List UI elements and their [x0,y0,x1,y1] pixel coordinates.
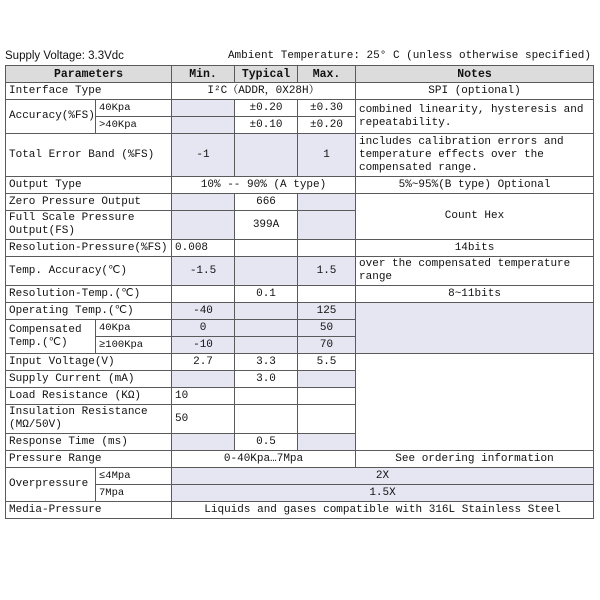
param-label: Interface Type [6,83,172,100]
response-typ: 0.5 [235,434,298,451]
res-pressure-note: 14bits [356,240,594,257]
param-label: Accuracy(%FS) [6,100,96,134]
operating-notes-blank [356,303,594,354]
param-label: Media-Pressure [6,502,172,519]
res-temp-note: 8~11bits [356,286,594,303]
param-label: Input Voltage(V) [6,354,172,371]
table-row [6,240,594,257]
compensated-max-1: 50 [298,320,356,337]
zero-typ: 666 [235,194,298,211]
table-row [6,83,594,100]
res-temp-max [298,286,356,303]
load-resistance-typ [235,388,298,405]
supply-current-min [172,371,235,388]
header-parameters: Parameters [6,66,172,83]
output-type-note: 5%~95%(B type) Optional [356,177,594,194]
supply-current-typ: 3.0 [235,371,298,388]
overpressure-sub-1: ≤4Mpa [96,468,172,485]
accuracy-max-1: ±0.30 [298,100,356,117]
insulation-min: 50 [172,405,235,434]
accuracy-typ-2: ±0.10 [235,117,298,134]
header-min: Min. [172,66,235,83]
table-row [6,303,594,320]
res-pressure-typ [235,240,298,257]
header-notes: Notes [356,66,594,83]
insulation-typ [235,405,298,434]
compensated-min-1: 0 [172,320,235,337]
table-row [6,177,594,194]
accuracy-note: combined linearity, hysteresis and repeatability. [356,100,594,134]
param-label: Temp. Accuracy(℃) [6,257,172,286]
header-typical: Typical [235,66,298,83]
output-type-range: 10% -- 90% (A type) [172,177,356,194]
res-pressure-max [298,240,356,257]
param-label: Resolution-Temp.(℃) [6,286,172,303]
temp-accuracy-min: -1.5 [172,257,235,286]
compensated-max-2: 70 [298,337,356,354]
full-scale-typ: 399A [235,211,298,240]
accuracy-typ-1: ±0.20 [235,100,298,117]
table-row [6,451,594,468]
accuracy-sub-1: 40Kpa [96,100,172,117]
input-voltage-typ: 3.3 [235,354,298,371]
pressure-range-note: See ordering information [356,451,594,468]
table-row [6,468,594,485]
param-label: Operating Temp.(℃) [6,303,172,320]
table-row [6,134,594,177]
total-error-min: -1 [172,134,235,177]
param-label: Overpressure [6,468,96,502]
table-row [6,257,594,286]
param-label: Resolution-Pressure(%FS) [6,240,172,257]
param-label: Output Type [6,177,172,194]
table-row [6,194,594,211]
compensated-min-2: -10 [172,337,235,354]
response-min [172,434,235,451]
param-label: Load Resistance (KΩ) [6,388,172,405]
compensated-sub-1: 40Kpa [96,320,172,337]
load-resistance-max [298,388,356,405]
overpressure-value-2: 1.5X [172,485,594,502]
compensated-typ-2 [235,337,298,354]
full-scale-min [172,211,235,240]
caption [5,48,595,65]
media-value: Liquids and gases compatible with 316L Stainless Steel [172,502,594,519]
spec-table [5,65,594,519]
ambient-temperature-caption: Ambient Temperature: 25° C (unless otherwise specified) [227,50,591,62]
total-error-typ [235,134,298,177]
input-voltage-min: 2.7 [172,354,235,371]
response-max [298,434,356,451]
param-label: Full Scale Pressure Output(FS) [6,211,172,240]
count-note: Count Hex [356,194,594,240]
table-row [6,286,594,303]
res-temp-min [172,286,235,303]
operating-max: 125 [298,303,356,320]
res-pressure-min: 0.008 [172,240,235,257]
supply-current-max [298,371,356,388]
table-row [6,100,594,117]
operating-typ [235,303,298,320]
accuracy-min-2 [172,117,235,134]
pressure-range-value: 0-40Kpa…7Mpa [172,451,356,468]
electrical-notes-blank [356,354,594,451]
accuracy-min-1 [172,100,235,117]
header-row [6,66,594,83]
temp-accuracy-note: over the compensated temperature range [356,257,594,286]
table-row [6,354,594,371]
interface-note: SPI (optional) [356,83,594,100]
zero-min [172,194,235,211]
supply-voltage-caption: Supply Voltage: 3.3Vdc [5,50,124,62]
param-label: Response Time (ms) [6,434,172,451]
zero-max [298,194,356,211]
operating-min: -40 [172,303,235,320]
full-scale-max [298,211,356,240]
param-label: Total Error Band (%FS) [6,134,172,177]
header-max: Max. [298,66,356,83]
table-row [6,502,594,519]
insulation-max [298,405,356,434]
param-label: Supply Current (mA) [6,371,172,388]
accuracy-max-2: ±0.20 [298,117,356,134]
overpressure-sub-2: 7Mpa [96,485,172,502]
param-label: Insulation Resistance (MΩ/50V) [6,405,172,434]
interface-i2c: I²C（ADDR，0X28H） [172,83,356,100]
res-temp-typ: 0.1 [235,286,298,303]
input-voltage-max: 5.5 [298,354,356,371]
param-label: Compensated Temp.(℃) [6,320,96,354]
total-error-note: includes calibration errors and temperature effects over the compensated range. [356,134,594,177]
total-error-max: 1 [298,134,356,177]
overpressure-value-1: 2X [172,468,594,485]
param-label: Pressure Range [6,451,172,468]
temp-accuracy-max: 1.5 [298,257,356,286]
spec-sheet [5,48,595,519]
load-resistance-min: 10 [172,388,235,405]
compensated-typ-1 [235,320,298,337]
temp-accuracy-typ [235,257,298,286]
compensated-sub-2: ≥100Kpa [96,337,172,354]
accuracy-sub-2: >40Kpa [96,117,172,134]
param-label: Zero Pressure Output [6,194,172,211]
